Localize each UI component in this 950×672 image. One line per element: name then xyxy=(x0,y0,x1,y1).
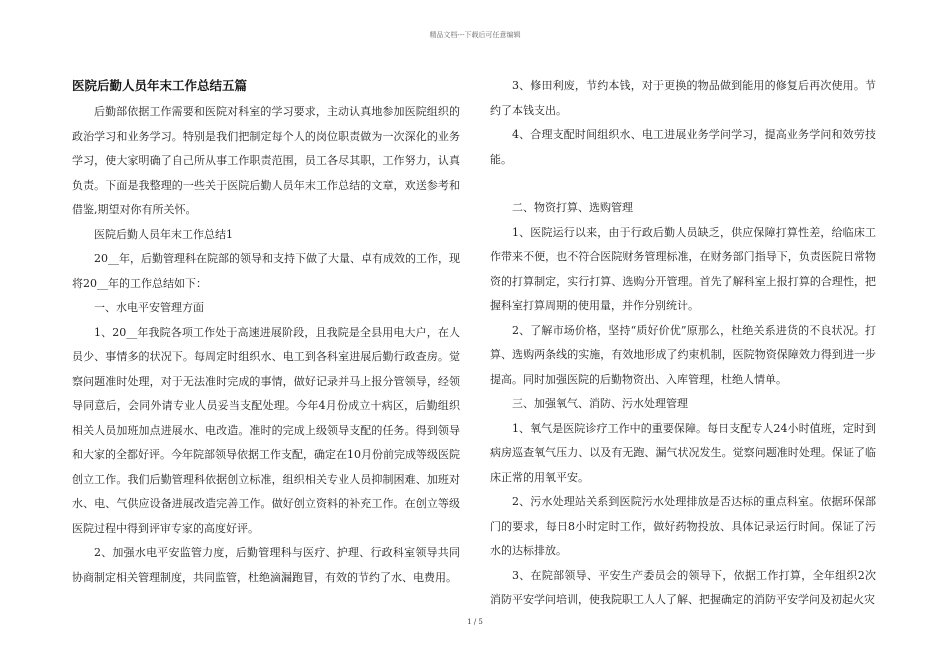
paragraph: 1、氧气是医院诊疗工作中的重要保障。每日支配专人24小时值班，定时到病房巡查氧气压力、以及有无跑、漏气状况发生。觉察问题准时处理。保证了临床正常的用氧平安。 xyxy=(490,421,876,484)
paragraph: 3、在院部领导、平安生产委员会的领导下，依据工作打算，全年组织2次消防平安学问培训，使我院职工人人了解、把握确定的消防平安学问及初起火灾 xyxy=(490,568,876,606)
document-title: 医院后勤人员年末工作总结五篇 xyxy=(72,78,248,93)
section-heading: 二、物资打算、选购管理 xyxy=(512,201,633,214)
paragraph: 1、20__年我院各项工作处于高速进展阶段，且我院是全县用电大户，在人员少、事情多的状况下。每周定时组织水、电工到各科室进展后勤行政查房。觉察问题准时处理，对于无法准时完成的事情，做好记录并马上报分管领导，经领导同意后，会同外请专业人员妥当支配处理。今年4月份成立十病区，后勤组织相关人员加班加点进展水、电改造。准时的完成上级领导支配的任务。得到领导和大家的全都好评。今年院部领导依据工作支配，确定在10月份前完成等级医院创立工作。我们后勤管理科依据创立标准，组织相关专业人员抑制困难、加班对水、电、气供应设备进展改造完善工作。做好创立资料的补充工作。在创立等级医院过程中得到评审专家的高度好评。 xyxy=(72,325,460,535)
paragraph: 医院后勤人员年末工作总结1 xyxy=(94,227,233,241)
paragraph: 2、加强水电平安监管力度，后勤管理科与医疗、护理、行政科室领导共同协商制定相关管理制度，共同监管，杜绝滴漏跑冒，有效的节约了水、电费用。 xyxy=(72,546,460,584)
section-heading: 三、加强氧气、消防、污水处理管理 xyxy=(512,397,688,410)
paragraph: 20__年，后勤管理科在院部的领导和支持下做了大量、卓有成效的工作，现将20__年的工作总结如下： xyxy=(72,252,460,290)
paragraph: 4、合理支配时间组织水、电工进展业务学问学习，提高业务学问和效劳技能。 xyxy=(490,128,876,166)
paragraph: 3、修田利废，节约本钱，对于更换的物品做到能用的修复后再次使用。节约了本钱支出。 xyxy=(490,79,876,117)
right-column xyxy=(490,74,876,613)
page-number: 1 / 5 xyxy=(467,618,483,626)
paragraph: 2、了解市场价格，坚持“质好价优”原那么，杜绝关系进货的不良状况。打算、选购两条线的实施，有效地形成了约束机制，医院物资保障效力得到进一步提高。同时加强医院的后勤物资出、入库管理，杜绝人情单。 xyxy=(490,323,876,386)
paragraph: 后勤部依据工作需要和医院对科室的学习要求，主动认真地参加医院组织的政治学习和业务学习。特别是我们把制定每个人的岗位职责做为一次深化的业务学习，使大家明确了自己所从事工作职责范围，员工各尽其职，工作努力，认真负责。下面是我整理的一些关于医院后勤人员年末工作总结的文章，欢送参考和借鉴,期望对你有所关怀。 xyxy=(72,105,460,216)
header-note: 精品文档---下载后可任意编辑 xyxy=(429,31,521,39)
paragraph: 2、污水处理站关系到医院污水处理排放是否达标的重点科室。依据环保部门的要求，每日8小时定时工作，做好药物投放、具体记录运行时间。保证了污水的达标排放。 xyxy=(490,495,876,557)
spacer xyxy=(490,172,876,196)
paragraph: 1、医院运行以来，由于行政后勤人员缺乏，供应保障打算性差，给临床工作带来不便，也不符合医院财务管理标准，在财务部门指导下，负责医院日常物资的打算制定，实行打算、选购分开管理。首先了解科室上报打算的合理性，把握科室打算周期的使用量，并作分别统计。 xyxy=(490,225,876,312)
section-heading: 一、水电平安管理方面 xyxy=(94,301,204,314)
left-column xyxy=(72,74,460,590)
